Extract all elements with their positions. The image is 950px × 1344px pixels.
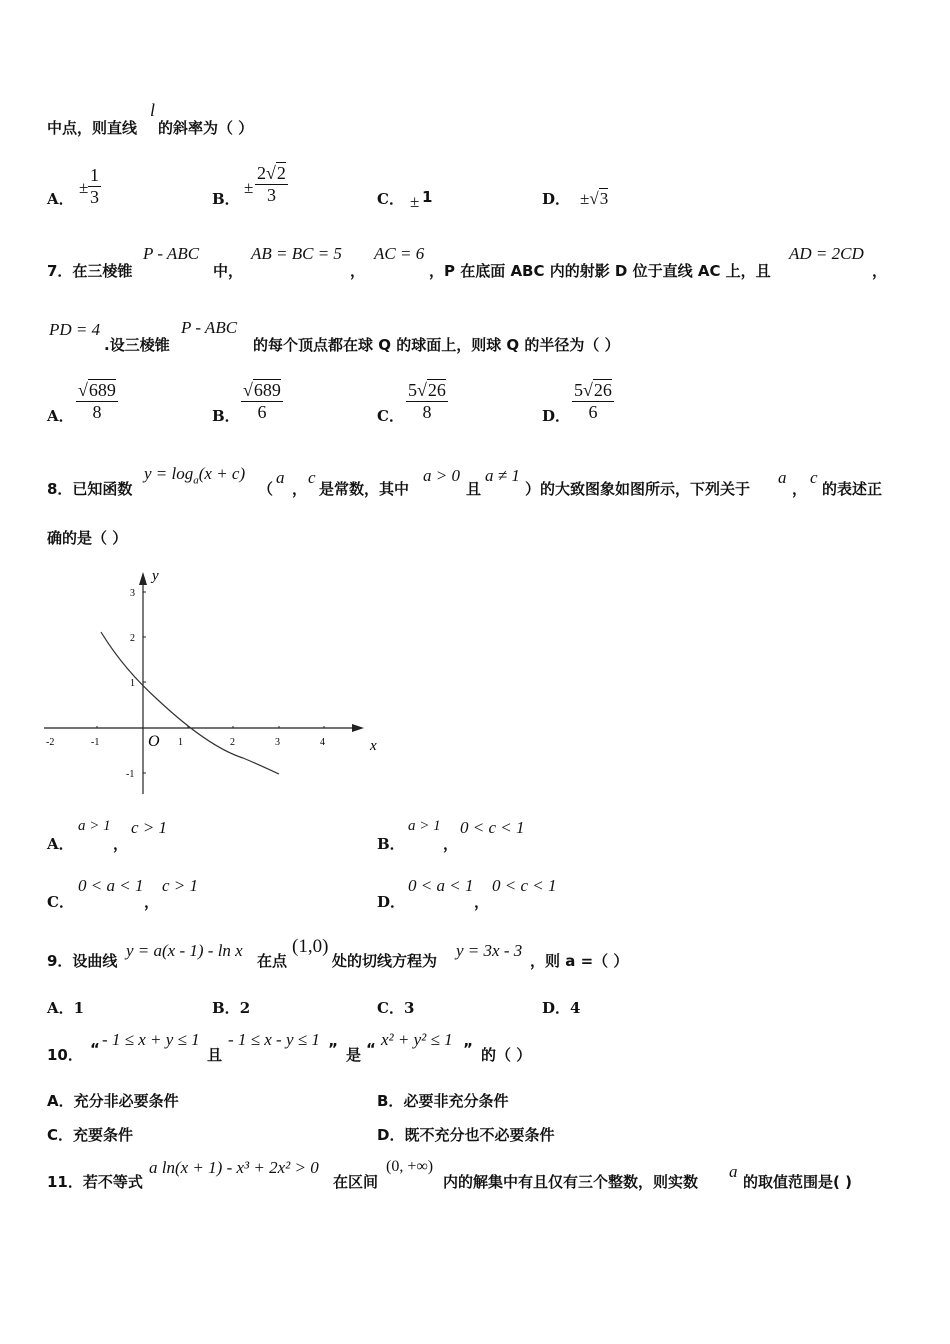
- q11-a: a: [729, 1162, 738, 1181]
- label: D．: [542, 999, 571, 1017]
- numerator: 5√26: [408, 380, 446, 400]
- q9-curve: y = a(x - 1) - ln x: [126, 941, 243, 960]
- q10-option-b: [377, 1090, 508, 1111]
- q7-mid: ，P 在底面 ABC 内的射影 D 位于直线 AC 上，且: [429, 262, 771, 280]
- q8-option-c-sep: ，: [144, 893, 160, 911]
- q9-tangent: y = 3x - 3: [456, 941, 523, 960]
- q7-option-b-label: B．: [212, 407, 240, 425]
- q11-zai: 在区间: [333, 1173, 379, 1191]
- q7-option-a-label: A．: [47, 407, 74, 425]
- q9-point: (1,0): [292, 936, 329, 957]
- q8-comma2: ，: [792, 480, 808, 498]
- q8-const-text: 是常数，其中: [319, 480, 410, 498]
- q6-option-c-sign: ±: [410, 192, 420, 211]
- q8-option-b-label: B．: [377, 835, 405, 853]
- x-tick-label: -2: [46, 737, 55, 748]
- q8-option-b-sep: ，: [443, 835, 459, 853]
- q8-option-b-p2: 0 < c < 1: [460, 818, 525, 837]
- q8-a-ne1: a ≠ 1: [485, 466, 520, 485]
- q11-end: 的取值范围是( ): [743, 1173, 852, 1191]
- q10-number: 10．: [47, 1046, 83, 1064]
- text: 充要条件: [73, 1126, 134, 1144]
- x-tick-label: 2: [230, 737, 235, 748]
- q8-qie: 且: [466, 480, 482, 498]
- x-tick-label: 3: [275, 737, 280, 748]
- denominator: 6: [241, 401, 283, 423]
- q8-option-d-label: D．: [377, 893, 406, 911]
- radicand: 26: [427, 380, 446, 400]
- denominator: 8: [406, 401, 448, 423]
- q7-zhong: 中，: [213, 262, 244, 280]
- label: B．: [377, 1092, 404, 1110]
- q7-comma1: ，: [350, 262, 366, 280]
- q7-pd: PD = 4: [49, 320, 101, 339]
- q8-option-d-p1: 0 < a < 1: [408, 876, 474, 895]
- q10-quote-close: ”: [328, 1040, 338, 1058]
- q6-text-end: 的斜率为（ ）: [158, 119, 254, 137]
- origin-label: O: [148, 733, 160, 750]
- q9-option-d: [542, 997, 580, 1018]
- q10-qie: 且: [207, 1046, 223, 1064]
- x-tick-label: 1: [178, 737, 183, 748]
- q8-c: c: [308, 468, 316, 487]
- func-base: a: [193, 474, 199, 487]
- q10-shi: 是: [346, 1046, 362, 1064]
- q6-text-start: 中点，则直线: [47, 119, 138, 137]
- q7-pabc-2: P - ABC: [181, 318, 238, 337]
- q11-number: 11．若不等式: [47, 1173, 143, 1191]
- q7-ac: AC = 6: [374, 244, 425, 263]
- q7-option-b-fraction: [241, 380, 283, 423]
- q8-paren-open: （: [258, 480, 274, 498]
- q6-option-d-label: D．: [542, 190, 571, 208]
- label: B．: [212, 999, 240, 1017]
- x-tick-label: 4: [320, 737, 325, 748]
- y-tick-label: 2: [130, 633, 135, 644]
- text: 必要非充分条件: [403, 1092, 509, 1110]
- q7-option-d-label: D．: [542, 407, 571, 425]
- denominator: 3: [255, 184, 288, 206]
- func-y: y = log: [144, 464, 194, 483]
- coef: 5: [574, 380, 583, 400]
- radicand: 689: [88, 380, 116, 400]
- q6-var-l: l: [150, 100, 156, 120]
- q9-mid: 处的切线方程为: [332, 952, 438, 970]
- label: C．: [377, 999, 404, 1017]
- q7-option-d-fraction: [572, 380, 614, 423]
- q8-end-text: ）的大致图象如图所示，下列关于: [525, 480, 751, 498]
- q8-a-gt0: a > 0: [423, 466, 460, 485]
- radicand: 689: [253, 380, 281, 400]
- q10-cond3: x² + y² ≤ 1: [381, 1030, 453, 1049]
- q8-line2: 确的是（ ）: [47, 529, 128, 547]
- q9-option-a: [47, 997, 84, 1018]
- q6-option-d-value: ±√3: [580, 189, 609, 208]
- text: 既不充分也不必要条件: [404, 1126, 555, 1144]
- y-axis-label: y: [152, 568, 159, 584]
- q8-option-c-p1: 0 < a < 1: [78, 876, 144, 895]
- value: 2: [239, 999, 251, 1017]
- q10-cond1: - 1 ≤ x + y ≤ 1: [102, 1030, 200, 1049]
- coef: 5: [408, 380, 417, 400]
- q9-number: 9．设曲线: [47, 952, 118, 970]
- q10-quote-open2: “: [366, 1040, 376, 1058]
- text: 充分非必要条件: [73, 1092, 179, 1110]
- denominator: 6: [572, 401, 614, 423]
- q6-option-c-label: C．: [377, 190, 404, 208]
- q8-func: [144, 464, 245, 486]
- q10-option-a: [47, 1090, 179, 1111]
- x-axis-label: x: [370, 738, 377, 754]
- label: D．: [377, 1126, 405, 1144]
- q10-quote-open: “: [90, 1040, 100, 1058]
- radicand: 3: [599, 189, 609, 208]
- radicand: 2: [276, 163, 286, 183]
- q7-option-c-fraction: [406, 380, 448, 423]
- label: A．: [47, 999, 74, 1017]
- q7-comma2: ，: [872, 262, 888, 280]
- numerator: 1: [90, 165, 99, 185]
- q8-option-d-sep: ，: [474, 893, 490, 911]
- q11-mid: 内的解集中有且仅有三个整数，则实数: [443, 1173, 699, 1191]
- q8-option-a-label: A．: [47, 835, 74, 853]
- y-axis-arrow: [139, 572, 147, 585]
- q7-ab-bc: AB = BC = 5: [251, 244, 342, 263]
- numerator: 5√26: [574, 380, 612, 400]
- y-tick-label: 1: [130, 678, 135, 689]
- sign: ±: [580, 189, 590, 208]
- radicand: 26: [593, 380, 612, 400]
- q6-option-b-label: B．: [212, 190, 240, 208]
- function-curve: [101, 632, 279, 774]
- q7-line2-end: 的每个顶点都在球 Q 的球面上，则球 Q 的半径为（ ）: [253, 336, 620, 354]
- q8-end2: 的表述正: [822, 480, 883, 498]
- x-tick-label: -1: [91, 737, 100, 748]
- q7-line2: .设三棱锥: [104, 336, 170, 354]
- q8-a2: a: [778, 468, 787, 487]
- q8-option-b-p1: a > 1: [408, 818, 441, 834]
- label: A．: [47, 1092, 74, 1110]
- q7-pabc: P - ABC: [143, 244, 200, 263]
- q6-option-a-sign: ±: [79, 178, 89, 197]
- q6-option-b-sign: ±: [244, 178, 254, 197]
- q9-end: ，则 a =（ ）: [530, 952, 629, 970]
- q11-interval: (0, +∞): [386, 1158, 434, 1175]
- q8-c2: c: [810, 468, 818, 487]
- numerator: √689: [243, 380, 281, 400]
- numerator: 2√2: [257, 163, 286, 183]
- q8-option-c-p2: c > 1: [162, 876, 199, 895]
- q8-option-a-p1: a > 1: [78, 818, 111, 834]
- value: 4: [570, 999, 581, 1017]
- y-tick-label: -1: [126, 769, 135, 780]
- q8-a: a: [276, 468, 285, 487]
- q8-option-d-p2: 0 < c < 1: [492, 876, 557, 895]
- q8-option-a-sep: ，: [113, 835, 129, 853]
- label: C．: [47, 1126, 74, 1144]
- q7-number: 7．在三棱锥: [47, 262, 133, 280]
- q8-comma: ，: [292, 480, 308, 498]
- q7-ad: AD = 2CD: [789, 244, 864, 263]
- value: 3: [403, 999, 415, 1017]
- x-axis-arrow: [352, 724, 364, 732]
- denominator: 8: [76, 401, 118, 423]
- func-arg: (x + c): [198, 464, 246, 483]
- q6-option-b-fraction: [255, 163, 288, 206]
- numerator: √689: [78, 380, 116, 400]
- q7-option-a-fraction: [76, 380, 118, 423]
- q10-option-d: [377, 1124, 554, 1145]
- coef: 2: [257, 163, 266, 183]
- q8-option-c-label: C．: [47, 893, 74, 911]
- q6-option-c-value: 1: [422, 188, 433, 206]
- q6-option-a-fraction: [88, 165, 101, 208]
- q10-end: 的（ ）: [481, 1046, 532, 1064]
- q9-option-c: [377, 997, 414, 1018]
- q8-graph: [38, 560, 398, 810]
- denominator: 3: [90, 187, 99, 207]
- q8-number: 8．已知函数: [47, 480, 133, 498]
- q11-inequality: a ln(x + 1) - x³ + 2x² > 0: [149, 1158, 319, 1177]
- q10-cond2: - 1 ≤ x - y ≤ 1: [228, 1030, 320, 1049]
- q7-option-c-label: C．: [377, 407, 404, 425]
- y-tick-label: 3: [130, 588, 135, 599]
- q9-zai: 在点: [257, 952, 288, 970]
- q6-option-a-label: A．: [47, 190, 74, 208]
- q9-option-b: [212, 997, 250, 1018]
- q8-option-a-p2: c > 1: [131, 818, 168, 837]
- q10-option-c: [47, 1124, 133, 1145]
- value: 1: [73, 999, 85, 1017]
- q10-quote-close2: ”: [463, 1040, 473, 1058]
